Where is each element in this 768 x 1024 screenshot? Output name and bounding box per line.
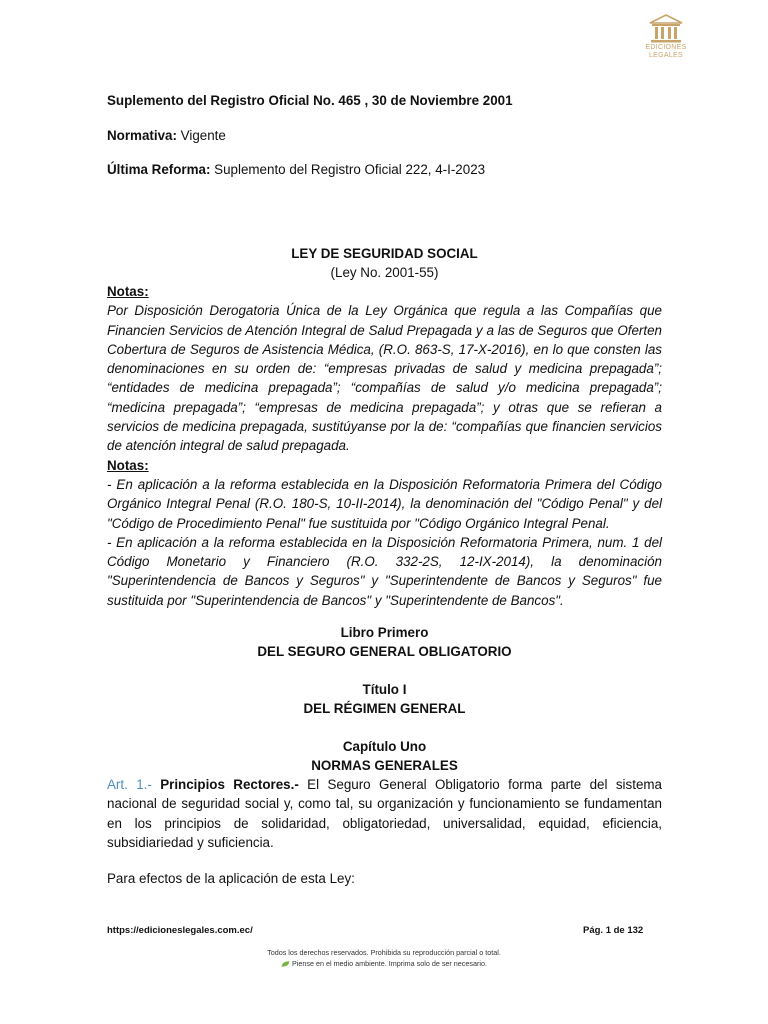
reforma-value: Suplemento del Registro Oficial 222, 4-I-2023 xyxy=(210,162,486,177)
article-1 xyxy=(107,775,662,852)
logo-text-line1: EDICIONES xyxy=(645,44,687,51)
temple-icon xyxy=(648,14,684,44)
article-number: Art. 1.- xyxy=(107,777,152,792)
libro-label: Libro Primero xyxy=(340,625,429,640)
normativa-line xyxy=(107,128,226,143)
registro-line: Suplemento del Registro Oficial No. 465 , 30 de Noviembre 2001 xyxy=(107,93,513,108)
reforma-label: Última Reforma: xyxy=(107,162,211,177)
libro-title: DEL SEGURO GENERAL OBLIGATORIO xyxy=(257,644,512,659)
capitulo-label: Capítulo Uno xyxy=(342,739,427,754)
notes-block-1 xyxy=(107,282,662,610)
law-number: (Ley No. 2001-55) xyxy=(330,265,439,280)
titulo-label: Título I xyxy=(362,682,407,697)
ediciones-legales-logo xyxy=(636,14,696,60)
law-title: LEY DE SEGURIDAD SOCIAL xyxy=(291,246,478,261)
article-text: El Seguro General Obligatorio forma parte del sistema nacional de seguridad social y, como tal, su organización y funcionamiento se fundamentan en los principios de solidaridad, obligatoriedad, universalidad, equidad, eficiencia, subsidiariedad y suficiencia. xyxy=(107,777,662,850)
reforma-line xyxy=(107,162,485,177)
footer-website-link[interactable]: https://edicioneslegales.com.ec/ xyxy=(107,925,253,936)
leaf-icon xyxy=(281,961,290,967)
normativa-label: Normativa: xyxy=(107,128,177,143)
footer-page-number: Pág. 1 de 132 xyxy=(583,925,644,936)
notes-item-1: - En aplicación a la reforma establecida en la Disposición Reformatoria Primera del Código Orgánico Integral Penal (R.O. 180-S, 10-II-2014), la denominación del "Código Penal" y del "Código de Procedimiento Penal" fue sustituida por "Código Orgánico Integral Penal. xyxy=(107,476,662,531)
footer-environment-text: Piense en el medio ambiente. Imprima solo de ser necesario. xyxy=(290,959,487,968)
titulo-title: DEL RÉGIMEN GENERAL xyxy=(303,701,466,716)
footer-environment xyxy=(0,959,768,968)
para-efectos: Para efectos de la aplicación de esta Ley: xyxy=(107,871,355,886)
notes-text-1: Por Disposición Derogatoria Única de la Ley Orgánica que regula a las Compañías que Financien Servicios de Atención Integral de Salud Prepagada y a las de Seguros que Oferten Cobertura de Seguros de Asistencia Médica, (R.O. 863-S, 17-X-2016), en lo que consten las denominaciones en su orden de: “empresas privadas de salud y medicina prepagada”; “entidades de medicina prepagada”; “compañías de salud y/o medicina prepagada”; “medicina prepagada”; “empresas de medicina prepagada”; y otras que se refieran a servicios de medicina prepagada, sustitúyanse por la de: “compañías que financien servicios de atención integral de salud prepagada. xyxy=(107,303,662,454)
footer-rights: Todos los derechos reservados. Prohibida su reproducción parcial o total. xyxy=(267,948,501,957)
notes-item-2: - En aplicación a la reforma establecida en la Disposición Reformatoria Primera, num. 1 del Código Monetario y Financiero (R.O. 332-2S, 12-IX-2014), la denominación "Superintendencia de Bancos y Seguros" y "Superintendente de Bancos y Seguros" fue sustituida por "Superintendencia de Bancos" y "Superintendente de Bancos". xyxy=(107,534,662,608)
notes-heading-1: Notas: xyxy=(107,284,149,299)
capitulo-title: NORMAS GENERALES xyxy=(311,758,458,773)
notes-heading-2: Notas: xyxy=(107,457,149,473)
article-heading: Principios Rectores.- xyxy=(151,777,299,792)
logo-text-line2: LEGALES xyxy=(648,52,683,59)
normativa-value: Vigente xyxy=(176,128,226,143)
